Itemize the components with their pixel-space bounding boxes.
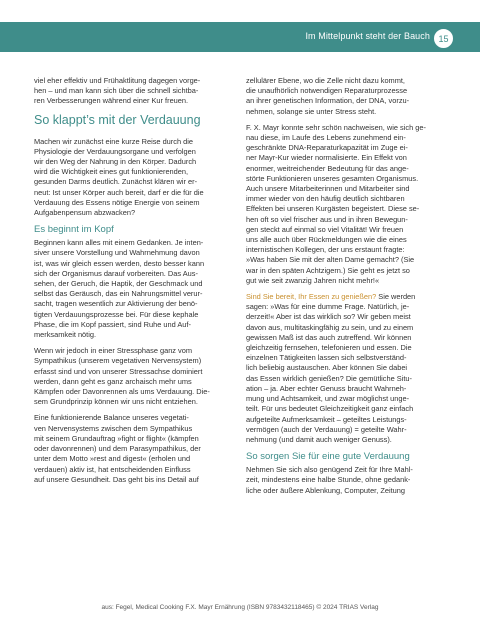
text-line: das Essen wirklich genießen? Die gemütliche Situ- <box>246 373 412 383</box>
text-line: ist, was wir gleich essen werden, desto besser kann <box>34 258 205 268</box>
text-line: Eine funktionierende Balance unseres vegetati- <box>34 413 189 423</box>
text-line: ven Nervensystems zwischen dem Sympathikus <box>34 423 193 433</box>
text-line: davon aus, multitaskingfähig zu sein, und zu einem <box>246 322 414 332</box>
text-line: war in den späten Achtzigern.) Sie geht es jetzt so <box>246 265 410 275</box>
text-line: immer wieder von den häufig deutlich sichtbaren <box>246 194 405 204</box>
text-line: Verdauung des Essens nötige Energie von seinem <box>34 197 200 207</box>
text-line: »Was haben Sie mit der alten Dame gemacht? (Sie <box>246 255 415 265</box>
text-line: auf unsere Gesundheit. Das geht bis ins Detail auf <box>34 474 199 484</box>
text-line: lich beliebig austauschen. Aber können Sie dabei <box>246 363 408 373</box>
text-line: mung und Achtsamkeit, und zwar möglichst unge- <box>246 394 410 404</box>
text-line: zellulärer Ebene, wo die Zelle nicht dazu kommt, <box>246 76 405 85</box>
text-line: uns alle auch über Rückmeldungen wie die eines <box>246 235 407 245</box>
text-line: verdauen) aktiv ist, hat entscheidenden Einfluss <box>34 464 191 474</box>
text-line: werden, dann geht es ganz archaisch mehr ums <box>34 376 192 386</box>
text-line: derzeit!« Aber ist das wirklich so? Wir geben meist <box>246 312 411 322</box>
text-line: ner Mayr-Kur wieder normalisierte. Ein Effekt von <box>246 153 407 163</box>
text-line: enormer, weitreichender Bedeutung für das ange- <box>246 163 409 173</box>
text-line: neut: Ist unser Körper auch bereit, darf er die für die <box>34 187 204 197</box>
text-line: Machen wir zunächst eine kurze Reise durch die <box>34 136 193 146</box>
text-line: siver unsere Vorstellung und Wahrnehmung davon <box>34 248 200 258</box>
text-line: nau diese, im Laufe des Lebens zunehmend ein- <box>246 133 406 143</box>
text-line: nehmung (und damit auch weniger Genuss). <box>246 434 392 444</box>
text-line: gut wie seit zwanzig Jahren nicht mehr!« <box>246 275 380 285</box>
text-line: gewissen Maß ist das auch zutreffend. Wir können <box>246 332 412 342</box>
paragraph-3 <box>34 413 234 484</box>
text-line: Wenn wir jedoch in einer Stressphase ganz vom <box>34 346 193 356</box>
text-line: störte Funktionieren unseres gesamten Organismus. <box>246 173 419 183</box>
page-number-badge: 15 <box>433 28 454 49</box>
text-line: Nehmen Sie sich also genügend Zeit für Ihre Mahl- <box>246 465 413 475</box>
text-line: oder davonrennen) und dem Parasympathikus, der <box>34 444 201 454</box>
text-line: gesunden Darms deutlich. Zunächst klären wir er- <box>34 177 198 187</box>
section-heading: So klappt’s mit der Verdauung <box>34 112 201 127</box>
text-line: zeit, mindestens eine halbe Stunde, ohne gedank- <box>246 475 411 485</box>
text-line: erfasst sind und von unserer Stressachse dominiert <box>34 366 203 376</box>
text-line: sacht, tragen wesentlich zur Aktivierung der benö- <box>34 299 198 309</box>
text-line: wird die Wichtigkeit eines gut funktionierenden, <box>34 167 189 177</box>
text-line: Phase, die im Kopf passiert, sind Ruhe und Auf- <box>34 319 191 329</box>
text-line: unter dem Motto »rest and digest« (erholen und <box>34 454 191 464</box>
left-column <box>34 76 234 485</box>
text-line: hen oft so viel frischer aus und in ihren Bewegun- <box>246 214 408 224</box>
text-line: sagen: »Was für eine dumme Frage. Natürlich, je- <box>246 302 410 312</box>
paragraph-1 <box>34 238 234 340</box>
paragraph-2 <box>246 123 449 286</box>
lead-in-question: Sind Sie bereit, Ihr Essen zu genießen? <box>246 292 377 302</box>
text-line: gleichzeitig fernsehen, telefonieren und essen. Die <box>246 343 412 353</box>
text-line: viel eher effektiv und Frühaktlitung dagegen vorge- <box>34 76 201 85</box>
text-line: an ihrer genetischen Information, der DNA, vorzu- <box>246 96 410 106</box>
text-line: Sympathikus (unserem vegetativen Nervensystem) <box>34 356 202 366</box>
paragraph-4 <box>246 465 449 496</box>
right-column <box>246 76 449 496</box>
text-line: Kämpfen oder Davonrennen als ums Verdauung. Die- <box>34 387 210 397</box>
section-paragraph <box>34 137 234 219</box>
text-line: sehen, der Geruch, die Haptik, der Geschmack und <box>34 279 203 289</box>
intro-paragraph <box>34 76 234 107</box>
text-line: liche oder äußere Ablenkung, Computer, Zeitung <box>246 485 405 495</box>
text-line: teilt. Für uns bedeutet Gleichzeitigkeit ganz einfach <box>246 404 414 414</box>
text-line: wir den Weg der Nahrung in den Körper. Dadurch <box>34 157 197 167</box>
text-line-rest: Sie werden <box>376 292 416 302</box>
text-line: gen steckt auf einmal so viel Vitalität! Wir freuen <box>246 224 404 234</box>
text-line: Beginnen kann alles mit einem Gedanken. Je inten- <box>34 238 204 248</box>
text-line: aufgeteilte Aufmerksamkeit – geteiltes Leistungs- <box>246 414 407 424</box>
text-line: ation – ja. Aber echter Genuss braucht Wahrneh- <box>246 383 407 393</box>
text-line: F. X. Mayr konnte sehr schön nachweisen, wie sich ge- <box>246 122 426 132</box>
text-line: die unaufhörlich notwendigen Reparaturprozesse <box>246 86 408 96</box>
text-line: merksamkeit nötig. <box>34 330 97 340</box>
text-line: vermögen (auch der Verdauung) = geteilte Wahr- <box>246 424 407 434</box>
subsection-heading: Es beginnt im Kopf <box>34 224 114 236</box>
paragraph-1 <box>246 76 449 117</box>
text-line: ren Verbesserungen während einer Kur freuen. <box>34 96 189 106</box>
paragraph-2 <box>34 346 234 407</box>
text-line: Auch unsere Mitarbeiterinnen und Mitarbeiter sind <box>246 184 410 194</box>
running-header-title: Im Mittelpunkt steht der Bauch <box>305 31 430 41</box>
text-line: tigten Verdauungsprozesse bei. Für diese kephale <box>34 309 199 319</box>
text-line: nehmen, solange sie unter Stress steht. <box>246 106 377 116</box>
text-line <box>246 292 449 302</box>
text-line: sich der Organismus darauf vorbereiten. Das Aus- <box>34 268 198 278</box>
text-line: Physiologie der Verdauungsorgane und verfolgen <box>34 146 196 156</box>
text-line: einzelnen Tätigkeiten lassen sich selbstverständ- <box>246 353 407 363</box>
text-line: sem Grundprinzip können wir uns nicht entziehen. <box>34 397 198 407</box>
subsection-heading: So sorgen Sie für eine gute Verdauung <box>246 451 410 463</box>
text-line: hen – und man kann sich über die schnell sichtba- <box>34 86 199 96</box>
text-line: Effekten bei unseren Kurgästen begeistert. Diese se- <box>246 204 420 214</box>
text-line: geschränkte DNA-Reparaturkapazität im Zuge ei- <box>246 143 408 153</box>
text-line: Aufgabenpensum abzwacken? <box>34 208 136 218</box>
text-line: mit seinem Grundauftrag »fight or flight« (kämpfen <box>34 433 199 443</box>
paragraph-3 <box>246 292 449 445</box>
text-line: internistischen Kollegen, der uns erstaunt fragte: <box>246 245 405 255</box>
footer-citation: aus: Fegel, Medical Cooking F.X. Mayr Ernährung (ISBN 9783432118465) © 2024 TRIAS Verlag <box>101 604 379 611</box>
text-line: selbst das Geräusch, das ein Nahrungsmittel verur- <box>34 289 203 299</box>
